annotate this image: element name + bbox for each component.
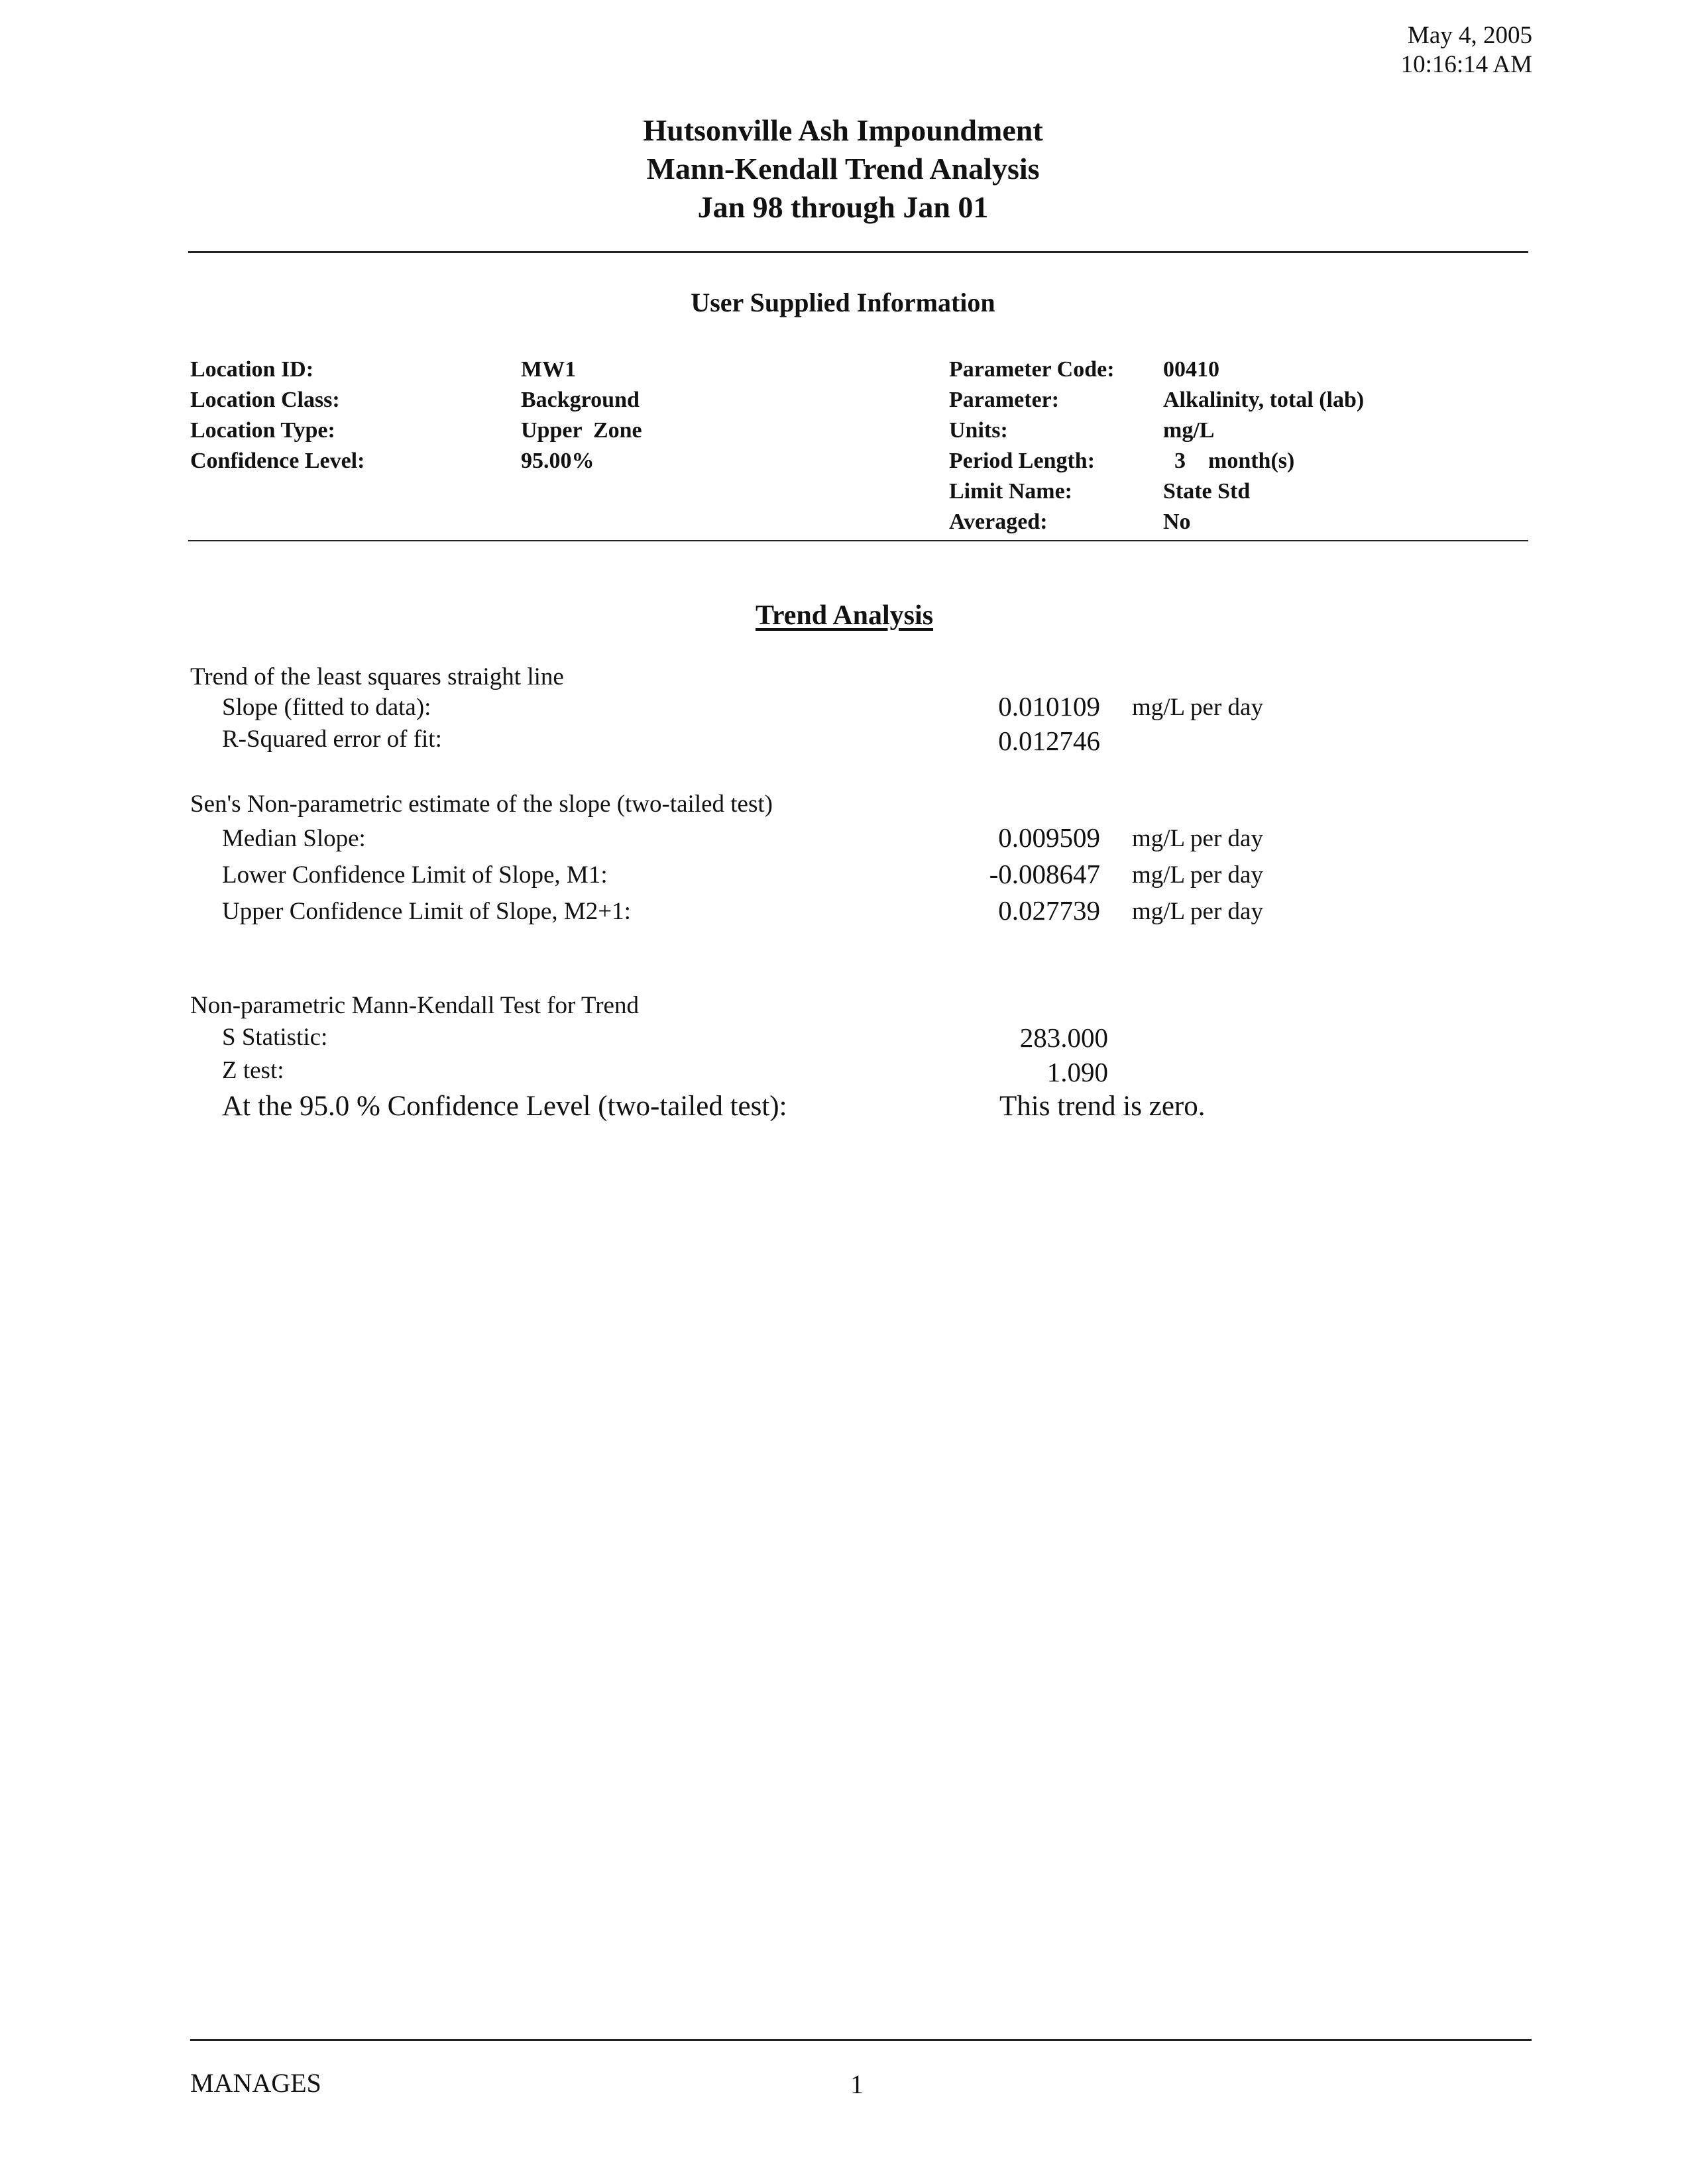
median-slope-value: 0.009509 bbox=[998, 822, 1100, 853]
lower-limit-unit: mg/L per day bbox=[1132, 861, 1263, 889]
upper-limit-value: 0.027739 bbox=[998, 895, 1100, 926]
confidence-level-label: Confidence Level: bbox=[190, 449, 365, 473]
z-test-value: 1.090 bbox=[1046, 1057, 1108, 1087]
slope-unit: mg/L per day bbox=[1132, 694, 1263, 721]
title-line-analysis: Mann-Kendall Trend Analysis bbox=[646, 152, 1040, 186]
rsq-value: 0.012746 bbox=[998, 726, 1100, 756]
z-test-label: Z test: bbox=[222, 1057, 284, 1084]
conclusion-value: This trend is zero. bbox=[999, 1091, 1206, 1122]
page-number: 1 bbox=[850, 2069, 864, 2099]
averaged-value: No bbox=[1163, 510, 1191, 534]
slope-value: 0.010109 bbox=[998, 691, 1100, 722]
trend-analysis-heading: Trend Analysis bbox=[756, 600, 934, 631]
lower-limit-label: Lower Confidence Limit of Slope, M1: bbox=[222, 861, 608, 889]
mann-kendall-title: Non-parametric Mann-Kendall Test for Trend bbox=[190, 992, 639, 1019]
parameter-code-value: 00410 bbox=[1163, 357, 1219, 382]
location-id-value: MW1 bbox=[521, 357, 577, 382]
title-line-site: Hutsonville Ash Impoundment bbox=[643, 113, 1043, 147]
footer-divider bbox=[190, 2039, 1532, 2041]
units-value: mg/L bbox=[1163, 418, 1215, 443]
parameter-value: Alkalinity, total (lab) bbox=[1163, 388, 1365, 412]
report-datetime bbox=[1401, 21, 1532, 80]
period-length-label: Period Length: bbox=[949, 449, 1096, 473]
slope-label: Slope (fitted to data): bbox=[222, 694, 431, 721]
title-divider bbox=[188, 251, 1528, 253]
report-date: May 4, 2005 bbox=[1407, 22, 1532, 49]
sens-title: Sen's Non-parametric estimate of the slope (two-tailed test) bbox=[190, 791, 773, 818]
least-squares-title: Trend of the least squares straight line bbox=[190, 663, 564, 690]
limit-name-label: Limit Name: bbox=[949, 479, 1073, 504]
s-statistic-label: S Statistic: bbox=[222, 1024, 328, 1051]
report-title bbox=[0, 111, 1686, 227]
info-divider bbox=[188, 540, 1528, 541]
lower-limit-value: -0.008647 bbox=[989, 859, 1100, 889]
confidence-level-value: 95.00% bbox=[521, 449, 594, 473]
parameter-label: Parameter: bbox=[949, 388, 1060, 412]
title-line-period: Jan 98 through Jan 01 bbox=[697, 190, 989, 224]
period-length-value: 3 month(s) bbox=[1163, 449, 1295, 473]
rsq-label: R-Squared error of fit: bbox=[222, 726, 442, 753]
limit-name-value: State Std bbox=[1163, 479, 1251, 504]
location-id-label: Location ID: bbox=[190, 357, 314, 382]
upper-limit-label: Upper Confidence Limit of Slope, M2+1: bbox=[222, 898, 631, 925]
units-label: Units: bbox=[949, 418, 1008, 443]
user-info-heading: User Supplied Information bbox=[691, 288, 995, 317]
conclusion-label: At the 95.0 % Confidence Level (two-tailed test): bbox=[222, 1091, 787, 1122]
averaged-label: Averaged: bbox=[949, 510, 1048, 534]
location-class-value: Background bbox=[521, 388, 640, 412]
upper-limit-unit: mg/L per day bbox=[1132, 898, 1263, 925]
s-statistic-value: 283.000 bbox=[1019, 1022, 1108, 1053]
parameter-code-label: Parameter Code: bbox=[949, 357, 1115, 382]
median-slope-label: Median Slope: bbox=[222, 825, 366, 852]
location-type-value: Upper Zone bbox=[521, 418, 642, 443]
footer-program-name: MANAGES bbox=[190, 2068, 321, 2098]
location-type-label: Location Type: bbox=[190, 418, 335, 443]
report-time: 10:16:14 AM bbox=[1400, 51, 1532, 78]
median-slope-unit: mg/L per day bbox=[1132, 825, 1263, 852]
location-class-label: Location Class: bbox=[190, 388, 340, 412]
